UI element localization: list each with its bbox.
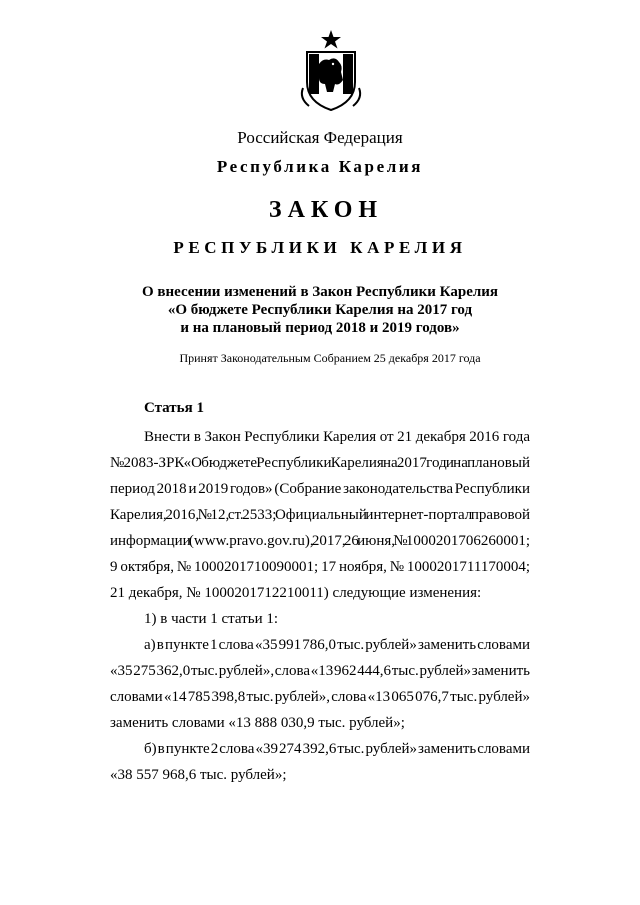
law-title: ЗАКОН — [268, 197, 384, 223]
country-name: Российская Федерация — [237, 128, 403, 147]
document-heading — [0, 283, 640, 337]
karelia-coat-of-arms-icon — [295, 28, 367, 112]
paragraph-line: Внести в Закон Республики Карелия от 21 декабря 2016 года — [144, 429, 530, 445]
paragraph-subitem-a — [110, 632, 530, 736]
article-heading: Статья 1 — [144, 400, 204, 416]
document-heading-line: «О бюджете Республики Карелия на 2017 год — [167, 302, 473, 318]
republic-name: Республика Карелия — [216, 157, 424, 176]
paragraph-line: 1) в части 1 статьи 1: — [144, 611, 279, 627]
paragraph-line: информации (www.pravo.gov.ru), 2017, 26 июня, № 1000201706260001; — [110, 533, 530, 549]
paragraph-line: заменить словами «13 888 030,9 тыс. рублей»; — [110, 715, 405, 731]
paragraph-line: б) в пункте 2 слова «39 274 392,6 тыс. рублей» заменить словами — [144, 741, 530, 757]
paragraph-line: «35 275 362,0 тыс. рублей», слова «13 962 444,6 тыс. рублей» заменить — [110, 663, 530, 679]
paragraph-line: словами «14 785 398,8 тыс. рублей», слова «13 065 076,7 тыс. рублей» — [110, 689, 530, 705]
paragraph-line: период 2018 и 2019 годов» (Собрание законодательства Республики — [110, 481, 530, 497]
paragraph-subitem-b — [110, 736, 530, 788]
paragraph-line: 21 декабря, № 1000201712210011) следующие изменения: — [110, 585, 482, 601]
paragraph-intro — [110, 424, 530, 606]
document-heading-line: и на плановый период 2018 и 2019 годов» — [180, 320, 460, 336]
paragraph-line: 9 октября, № 1000201710090001; 17 ноября, № 1000201711170004; — [110, 559, 530, 575]
paragraph-line: «38 557 968,6 тыс. рублей»; — [110, 767, 287, 783]
paragraph-line: а) в пункте 1 слова «35 991 786,0 тыс. рублей» заменить словами — [144, 637, 530, 653]
paragraph-line: № 2083-ЗРК «О бюджете Республики Карелия на 2017 год и на плановый — [110, 455, 530, 471]
adoption-note: Принят Законодательным Собранием 25 декабря 2017 года — [179, 351, 481, 365]
law-subtitle: РЕСПУБЛИКИ КАРЕЛИЯ — [173, 238, 467, 257]
document-heading-line: О внесении изменений в Закон Республики Карелия — [141, 284, 499, 300]
paragraph-item-1 — [110, 606, 530, 632]
paragraph-line: Карелия, 2016, № 12, ст. 2533; Официальный интернет-портал правовой — [110, 507, 530, 523]
